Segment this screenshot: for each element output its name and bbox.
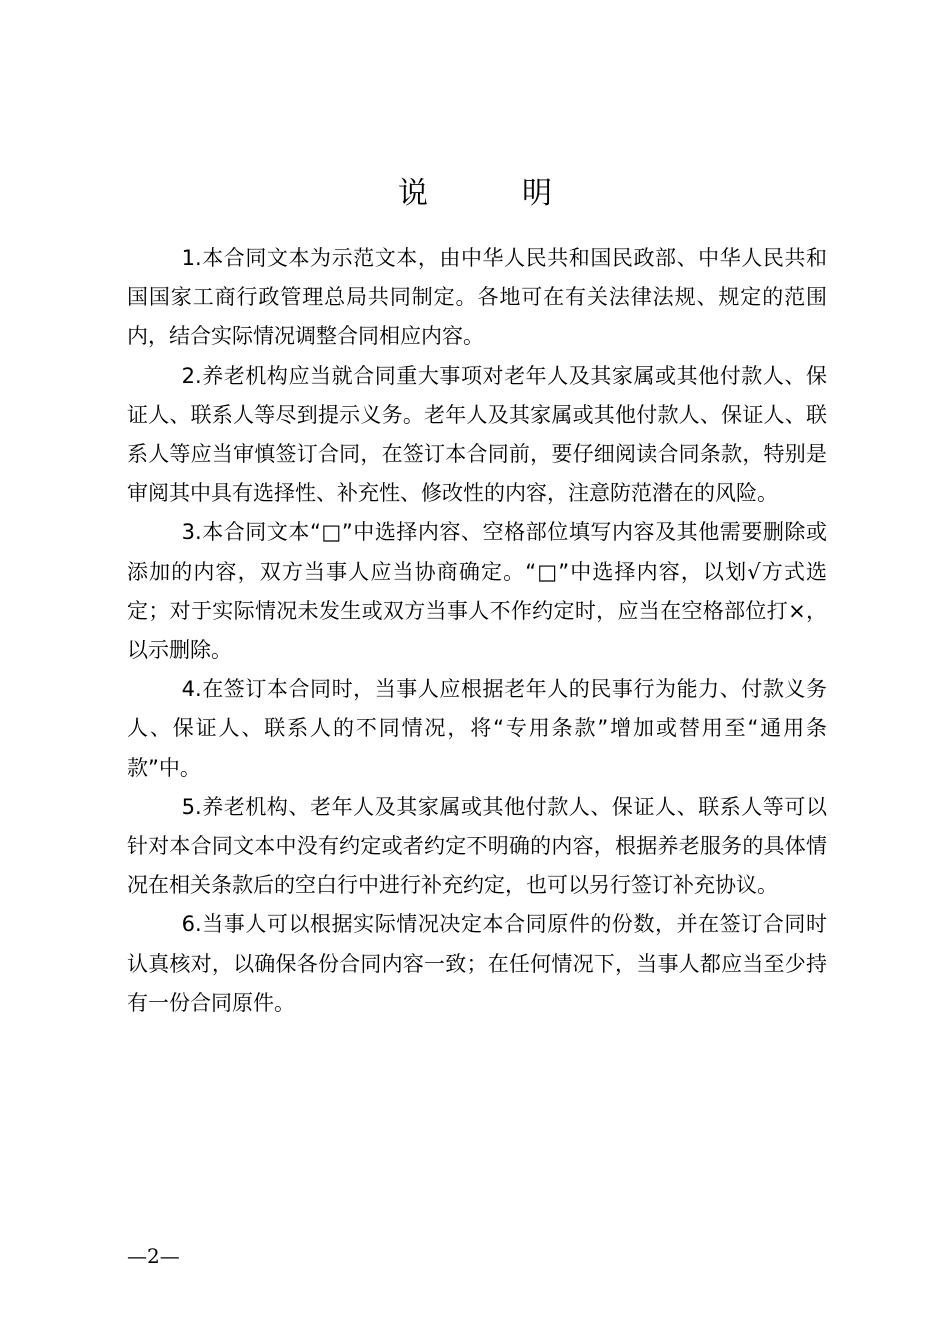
instructions-body (127, 239, 827, 1023)
page-title: 说 明 (398, 176, 584, 211)
instruction-paragraph-2: 2.养老机构应当就合同重大事项对老年人及其家属或其他付款人、保证人、联系人等尽到提示义务。老年人及其家属或其他付款人、保证人、联系人等应当审慎签订合同，在签订本合同前，要仔细阅读合同条款，特别是审阅其中具有选择性、补充性、修改性的内容，注意防范潜在的风险。 (127, 363, 827, 506)
instruction-paragraph-4: 4.在签订本合同时，当事人应根据老年人的民事行为能力、付款义务人、保证人、联系人的不同情况，将“专用条款”增加或替用至“通用条款”中。 (127, 677, 827, 780)
page-number: —2— (127, 1244, 180, 1268)
instruction-paragraph-1: 1.本合同文本为示范文本，由中华人民共和国民政部、中华人民共和国国家工商行政管理总局共同制定。各地可在有关法律法规、规定的范围内，结合实际情况调整合同相应内容。 (127, 246, 827, 349)
instruction-paragraph-3: 3.本合同文本“□”中选择内容、空格部位填写内容及其他需要删除或添加的内容，双方当事人应当协商确定。“□”中选择内容，以划√方式选定；对于实际情况未发生或双方当事人不作约定时，应当在空格部位打×，以示删除。 (127, 520, 827, 663)
instruction-paragraph-6: 6.当事人可以根据实际情况决定本合同原件的份数，并在签订合同时认真核对，以确保各份合同内容一致；在任何情况下，当事人都应当至少持有一份合同原件。 (127, 912, 827, 1015)
instruction-paragraph-5: 5.养老机构、老年人及其家属或其他付款人、保证人、联系人等可以针对本合同文本中没有约定或者约定不明确的内容，根据养老服务的具体情况在相关条款后的空白行中进行补充约定，也可以另行签订补充协议。 (127, 794, 827, 898)
